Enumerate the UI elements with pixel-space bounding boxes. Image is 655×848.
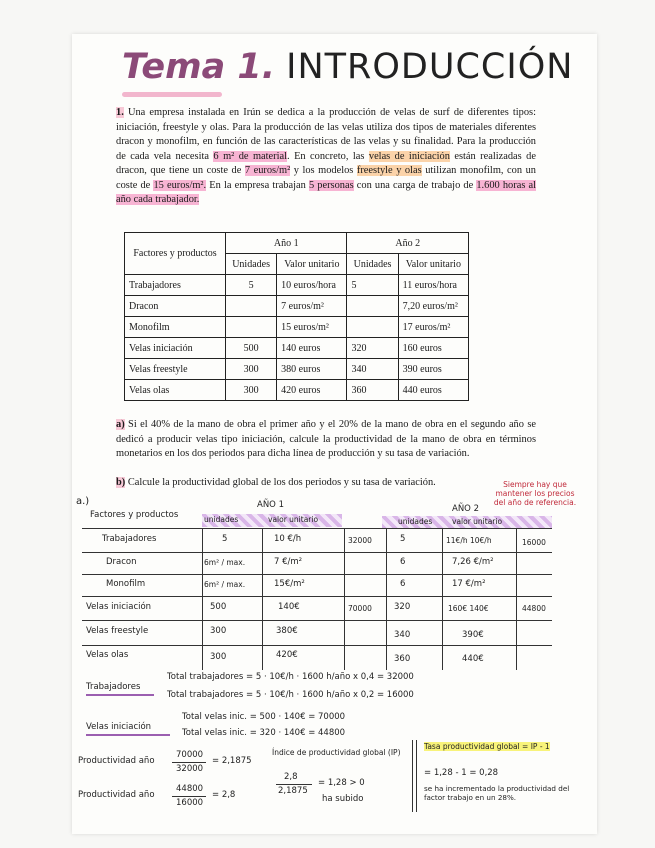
hw-cell: 6m² / max.: [204, 580, 246, 589]
table-cell: 7,20 euros/m²: [398, 296, 468, 317]
problem-text: y los modelos: [293, 165, 354, 176]
calc-velas-2: Total velas inic. = 320 · 140€ = 44800: [182, 728, 346, 738]
problem-text: En la empresa trabajan: [209, 179, 306, 191]
question-a-text: Si el 40% de la mano de obra el primer año y el 20% de la mano de obra en el segundo año se dedicó a producir velas tipo iniciación, calcule la productividad de la mano de obra en términos monetarios en los dos periodos para dicha línea de producción y su tasa de variación.: [116, 419, 536, 459]
problem-text: están realizadas de dracon, que tiene un coste de: [116, 150, 536, 176]
title-prefix: Tema 1.: [122, 47, 276, 87]
hw-row-name: Dracon: [106, 557, 137, 567]
hw-cell: 320: [394, 602, 411, 612]
fraction-bar: [172, 762, 206, 763]
hw-cell: 340: [394, 630, 411, 640]
table-cell: 320: [347, 338, 398, 359]
hw-cell: 6m² / max.: [204, 558, 246, 567]
highlight-material: 6 m² de material: [213, 150, 288, 162]
hw-row-name: Velas freestyle: [86, 626, 149, 636]
table-cell: 140 euros: [277, 338, 347, 359]
problem-text: con una carga de trabajo de: [356, 179, 474, 191]
calc-prod2-res: = 2,8: [212, 790, 236, 800]
table-cell: 5: [347, 275, 398, 296]
table-row: [125, 317, 469, 338]
hw-cell: 380€: [276, 626, 298, 636]
header-units-2: Unidades: [347, 254, 398, 275]
highlight-personas: 5 personas: [308, 179, 354, 191]
hw-row-name: Velas olas: [86, 650, 129, 660]
hw-value-2: valor unitario: [452, 517, 503, 526]
hw-cell: 390€: [462, 630, 484, 640]
hw-cell: 420€: [276, 650, 298, 660]
hw-cell: 44800: [522, 604, 546, 613]
table-cell: Dracon: [125, 296, 226, 317]
table-cell: Velas olas: [125, 380, 226, 401]
calc-tasa-calc: = 1,28 - 1 = 0,28: [424, 768, 499, 778]
table-cell: 5: [226, 275, 277, 296]
hw-vline: [516, 528, 517, 670]
calc-prod2-label: Productividad año: [78, 790, 155, 800]
problem-text: Una empresa instalada en Irún se dedica a la producción de velas de surf de diferentes tipos: iniciación, freestyle y olas. Para la producción de las velas utiliza dos tipos de materiales diferentes dracon y monofilm, en función de las características de las velas y su finalidad. Para la producción de cada vela necesita: [116, 107, 536, 162]
calc-velas-1: Total velas inic. = 500 · 140€ = 70000: [182, 712, 346, 722]
calc-indice-title: Índice de productividad global (IP): [272, 748, 401, 757]
hw-units-2: unidades: [398, 517, 433, 526]
hw-cell: 11€/h 10€/h: [446, 536, 492, 545]
hw-cell: 6: [400, 579, 406, 589]
calc-tasa-note: se ha incrementado la productividad del factor trabajo en un 28%.: [424, 784, 570, 802]
hw-cell: 140€: [278, 602, 300, 612]
calc-prod1-den: 32000: [176, 764, 204, 774]
calc-velas-label: Velas iniciación: [86, 722, 152, 732]
hw-cell: 15€/m²: [274, 579, 305, 589]
table-cell: 15 euros/m²: [277, 317, 347, 338]
calc-prod2-num: 44800: [176, 784, 204, 794]
question-b-text: Calcule la productividad global de los dos periodos y su tasa de variación.: [127, 477, 436, 488]
table-row: [125, 380, 469, 401]
question-b-mark: b): [116, 477, 126, 488]
hw-row-name: Velas iniciación: [86, 602, 152, 612]
calc-prod1-res: = 2,1875: [212, 756, 252, 766]
calc-indice-note: ha subido: [322, 794, 364, 804]
answer-a-label: a.): [76, 496, 90, 507]
hw-value-1: valor unitario: [268, 515, 319, 524]
table-cell: 440 euros: [398, 380, 468, 401]
calc-trab-label: Trabajadores: [86, 682, 141, 692]
table-cell: Trabajadores: [125, 275, 226, 296]
hw-hline: [82, 574, 552, 575]
hw-cell: 32000: [348, 536, 372, 545]
hw-units-1: unidades: [204, 515, 239, 524]
table-cell: [226, 296, 277, 317]
hw-cell: 300: [210, 652, 227, 662]
hw-cell: 10 €/h: [274, 534, 302, 544]
table-cell: 390 euros: [398, 359, 468, 380]
table-cell: Monofilm: [125, 317, 226, 338]
table-cell: 11 euros/hora: [398, 275, 468, 296]
hw-cell: 16000: [522, 538, 546, 547]
hw-vline: [442, 528, 443, 670]
header-year1: Año 1: [226, 233, 347, 254]
calc-indice-den: 2,1875: [278, 786, 308, 796]
hw-vline: [262, 528, 263, 670]
highlight-dracon-cost: 7 euros/m²: [244, 165, 291, 176]
calc-prod1-label: Productividad año: [78, 756, 155, 766]
table-cell: 160 euros: [398, 338, 468, 359]
table-cell: [347, 317, 398, 338]
hw-cell: 5: [400, 534, 406, 544]
table-cell: 500: [226, 338, 277, 359]
divider-line: [412, 740, 413, 812]
hw-cell: 70000: [348, 604, 372, 613]
page-title: [122, 47, 574, 87]
header-value-2: Valor unitario: [398, 254, 468, 275]
purple-underline: [86, 734, 170, 736]
table-cell: 360: [347, 380, 398, 401]
hw-vline: [386, 528, 387, 670]
header-factores: Factores y productos: [125, 233, 226, 275]
table-cell: [226, 317, 277, 338]
calc-indice-num: 2,8: [284, 772, 298, 782]
hw-row-name: Monofilm: [106, 579, 146, 589]
problem-text: . En concreto, las: [287, 150, 365, 162]
header-value-1: Valor unitario: [277, 254, 347, 275]
table-row: [125, 338, 469, 359]
fraction-bar: [276, 784, 312, 785]
title-underline: [122, 92, 222, 97]
hw-hline: [82, 552, 552, 553]
highlight-freestyle: freestyle y olas: [356, 165, 422, 176]
hw-cell: 440€: [462, 654, 484, 664]
hw-header-ano2: AÑO 2: [452, 504, 479, 514]
hw-header-ano1: AÑO 1: [257, 500, 284, 510]
fraction-bar: [172, 796, 206, 797]
table-cell: 420 euros: [277, 380, 347, 401]
handwritten-table: [82, 500, 592, 670]
tasa-title-text: Tasa productividad global = IP - 1: [424, 742, 550, 751]
table-row: [125, 296, 469, 317]
table-cell: 10 euros/hora: [277, 275, 347, 296]
hw-row-name: Trabajadores: [102, 534, 157, 544]
problem-text: utilizan monofilm, con un coste de: [116, 165, 536, 191]
hw-cell: 500: [210, 602, 227, 612]
table-cell: 17 euros/m²: [398, 317, 468, 338]
calc-prod1-num: 70000: [176, 750, 204, 760]
calc-prod2-den: 16000: [176, 798, 204, 808]
title-main: INTRODUCCIÓN: [286, 47, 574, 87]
table-cell: [347, 296, 398, 317]
hw-vline: [344, 528, 345, 670]
table-cell: 300: [226, 359, 277, 380]
highlight-horas: 1.600 horas al año cada trabajador.: [116, 179, 536, 205]
table-row: [125, 275, 469, 296]
calc-indice-res: = 1,28 > 0: [318, 778, 365, 788]
hw-vline: [202, 528, 203, 670]
table-cell: 300: [226, 380, 277, 401]
hw-cell: 6: [400, 557, 406, 567]
red-annotation: Siempre hay que mantener los precios del año de referencia.: [493, 480, 577, 507]
notebook-page: [72, 34, 597, 834]
highlight-velas: velas de iniciación: [368, 150, 450, 162]
table-cell: Velas freestyle: [125, 359, 226, 380]
hw-cell: 17 €/m²: [452, 579, 486, 589]
hw-hline: [82, 596, 552, 597]
table-cell: 340: [347, 359, 398, 380]
question-a-mark: a): [116, 419, 125, 430]
hw-cell: 7,26 €/m²: [452, 557, 494, 567]
problem-statement: [116, 106, 536, 208]
hw-cell: 300: [210, 626, 227, 636]
hw-cell: 5: [222, 534, 228, 544]
table-cell: Velas iniciación: [125, 338, 226, 359]
data-table: [124, 232, 469, 401]
hw-cell: 7 €/m²: [274, 557, 303, 567]
question-a: [116, 418, 536, 462]
table-cell: 7 euros/m²: [277, 296, 347, 317]
question-b: [116, 476, 536, 491]
hw-hline: [82, 528, 552, 529]
problem-number: 1.: [116, 107, 124, 118]
header-year2: Año 2: [347, 233, 469, 254]
table-row: [125, 359, 469, 380]
calc-trab-1: Total trabajadores = 5 · 10€/h · 1600 h/año x 0,4 = 32000: [167, 672, 414, 682]
purple-underline: [86, 694, 154, 696]
hw-header-factores: Factores y productos: [90, 510, 179, 520]
calc-tasa-title: [424, 742, 550, 751]
header-units-1: Unidades: [226, 254, 277, 275]
hw-hline: [82, 645, 552, 646]
hw-hline: [82, 620, 552, 621]
calc-trab-2: Total trabajadores = 5 · 10€/h · 1600 h/año x 0,2 = 16000: [167, 690, 414, 700]
divider-line: [416, 740, 417, 812]
hw-cell: 360: [394, 654, 411, 664]
highlight-monofilm-cost: 15 euros/m².: [153, 179, 207, 191]
table-cell: 380 euros: [277, 359, 347, 380]
hw-cell: 160€ 140€: [448, 604, 489, 613]
